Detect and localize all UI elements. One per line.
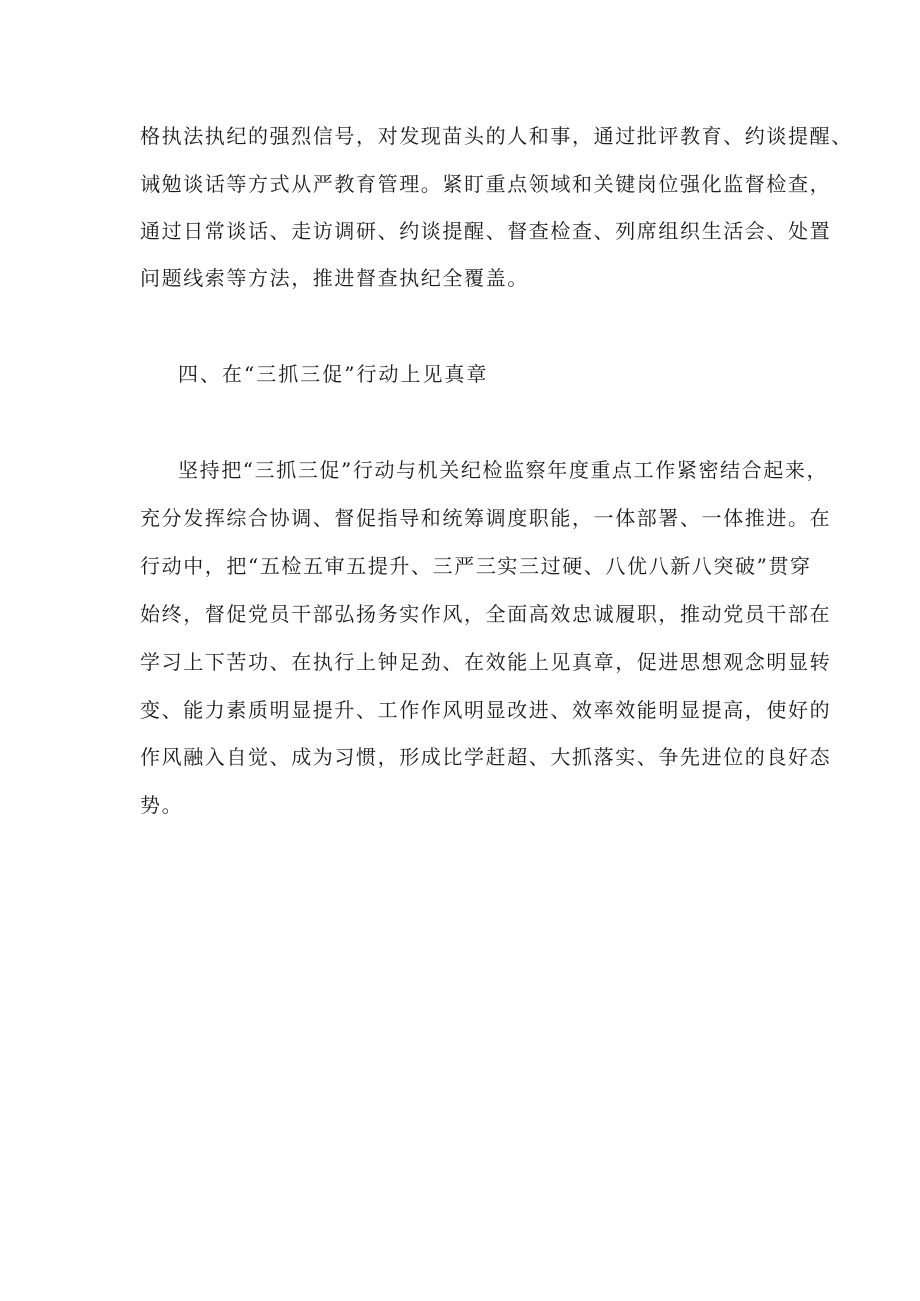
paragraph-2-line: 坚持把“三抓三促”行动与机关纪检监察年度重点工作紧密结合起来，: [178, 458, 829, 482]
paragraph-1-line: 格执法执纪的强烈信号，对发现苗头的人和事，通过批评教育、约谈提醒、: [140, 124, 853, 148]
paragraph-2-line: 行动中，把“五检五审五提升、三严三实三过硬、八优八新八突破”贯穿: [140, 554, 812, 578]
paragraph-2-line: 作风融入自觉、成为习惯，形成比学赶超、大抓落实、争先进位的良好态: [140, 745, 832, 769]
paragraph-2-line: 充分发挥综合协调、督促指导和统筹调度职能，一体部署、一体推进。在: [140, 506, 832, 530]
paragraph-2-line: 始终，督促党员干部弘扬务实作风，全面高效忠诚履职，推动党员干部在: [140, 602, 832, 626]
paragraph-1-line: 诫勉谈话等方式从严教育管理。紧盯重点领域和关键岗位强化监督检查，: [140, 172, 832, 196]
paragraph-2-line: 变、能力素质明显提升、工作作风明显改进、效率效能明显提高，使好的: [140, 698, 832, 722]
paragraph-2-line: 学习上下苦功、在执行上钟足劲、在效能上见真章，促进思想观念明显转: [140, 650, 832, 674]
section-heading: 四、在“三抓三促”行动上见真章: [178, 362, 489, 386]
paragraph-1-line: 通过日常谈话、走访调研、约谈提醒、督查检查、列席组织生活会、处置: [140, 219, 832, 243]
paragraph-2-line: 势。: [140, 793, 184, 817]
paragraph-1-line: 问题线索等方法，推进督查执纪全覆盖。: [140, 266, 529, 290]
